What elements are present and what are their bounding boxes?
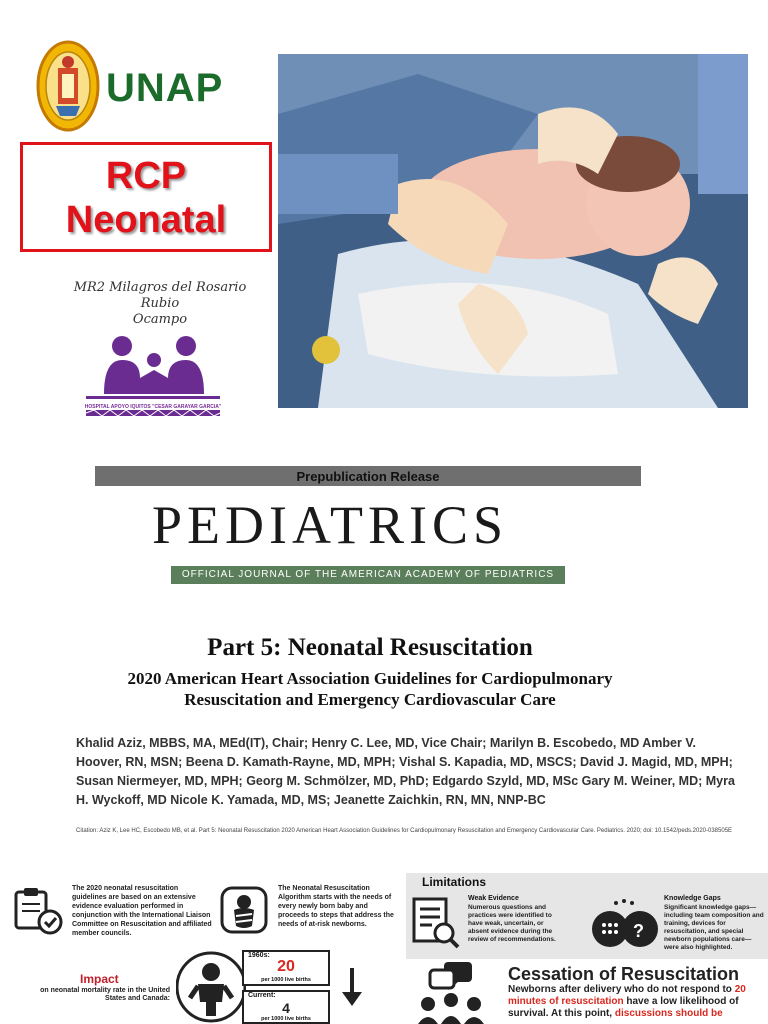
author-line-1: MR2 Milagros del Rosario Rubio xyxy=(73,280,247,311)
knowledge-gaps-text: Significant knowledge gaps—including team composition and training, devices for resuscitation, and special newborn populations care—were also highlighted. xyxy=(664,904,764,951)
weak-evidence-text: Numerous questions and practices were identified to have weak, uncertain, or absent evidence during the review of recommendations. xyxy=(468,904,556,943)
year-current-label: Current: xyxy=(248,992,276,999)
author-list: Khalid Aziz, MBBS, MA, MEd(IT), Chair; Henry C. Lee, MD, Vice Chair; Marilyn B. Escobedo, MD Amber V. Hoover, RN, MSN; Beena D. Kamath-Rayne, MD, MPH; Vishal S. Kapadia, MD, MSCS; David J. Magid, MD, MPH; Susan Niermeyer, MD, MPH; Georg M. Schmölzer, MD, PhD; Edgardo Szyld, MD, MSc Gary M. Weiner, MD; Myra H. Wyckoff, MD Nicole K. Yamada, MD, MS; Jeanette Zaichkin, RN, MN, NNP-BC xyxy=(76,736,735,807)
cessation-text-a: Newborns after delivery who do not respond to xyxy=(508,984,732,995)
cessation-text-b: have a low likelihood of survival. At this point, xyxy=(508,996,739,1019)
evidence-text: The 2020 neonatal resuscitation guidelines are based on an extensive evidence evaluation performed in conjunction with the International Liaison Committee on Resuscitation and affiliated member councils. xyxy=(72,885,212,937)
cessation-text xyxy=(508,984,758,1020)
guidelines-title: 2020 American Heart Association Guidelines for Cardiopulmonary Resuscitation and Emergency Cardiovascular Care xyxy=(127,669,613,709)
title-line-2: Neonatal xyxy=(65,199,227,241)
weak-evidence-title: Weak Evidence xyxy=(468,895,519,902)
hospital-caption: HOSPITAL APOYO IQUITOS "CESAR GARAYAR GARCIA" xyxy=(84,404,222,410)
clipboard-check-icon xyxy=(12,886,64,936)
cessation-highlight-2: discussions should be xyxy=(614,1008,723,1019)
mortality-current-value: 4 xyxy=(282,1000,290,1016)
group-discussion-icon xyxy=(416,960,486,1024)
journal-name: PEDIATRICS xyxy=(151,495,509,555)
cessation-highlight: 20 minutes of resuscitation xyxy=(508,984,746,1007)
impact-text: on neonatal mortality rate in the United States and Canada: xyxy=(40,987,170,1002)
limitations-panel xyxy=(406,873,768,959)
author-line-2: Ocampo xyxy=(132,312,188,327)
mortality-current-unit: per 1000 live births xyxy=(261,1016,311,1022)
cessation-title: Cessation of Resuscitation xyxy=(508,964,740,984)
title-box xyxy=(20,142,272,252)
mortality-1960s-box xyxy=(242,950,330,986)
document-search-icon xyxy=(410,895,462,951)
algorithm-text: The Neonatal Resuscitation Algorithm starts with the needs of every newly born baby and proceeds to steps that address the needs of at-risk newborns. xyxy=(278,885,394,928)
part-title: Part 5: Neonatal Resuscitation xyxy=(207,634,533,661)
org-name: UNAP xyxy=(106,66,224,110)
prepublication-banner: Prepublication Release xyxy=(95,466,641,486)
swaddled-baby-icon xyxy=(218,884,270,936)
university-seal-logo xyxy=(36,40,100,132)
citation: Citation: Aziz K, Lee HC, Escobedo MB, et al. Part 5: Neonatal Resuscitation 2020 American Heart Association Guidelines for Cardiopulmonary Resuscitation and Emergency Cardiovascular Care. Pediatrics. 2020; doi: 10.1542/peds.2020-038505E xyxy=(76,828,733,834)
newborn-photo xyxy=(278,54,748,408)
journal-subtitle: OFFICIAL JOURNAL OF THE AMERICAN ACADEMY OF PEDIATRICS xyxy=(171,566,565,584)
svg-text:?: ? xyxy=(633,921,644,941)
mortality-current-box xyxy=(242,990,330,1024)
mortality-1960s-value: 20 xyxy=(277,958,295,975)
year-1960s-label: 1960s: xyxy=(248,952,270,959)
knowledge-gaps-icon xyxy=(588,895,658,953)
mortality-1960s-unit: per 1000 live births xyxy=(261,977,311,983)
author-signature xyxy=(60,280,260,328)
impact-title: Impact xyxy=(80,972,119,986)
limitations-title: Limitations xyxy=(422,875,487,889)
child-icon xyxy=(176,950,246,1024)
knowledge-gaps-title: Knowledge Gaps xyxy=(664,895,721,902)
title-line-1: RCP xyxy=(105,155,187,197)
arrow-down-icon xyxy=(340,966,364,1008)
